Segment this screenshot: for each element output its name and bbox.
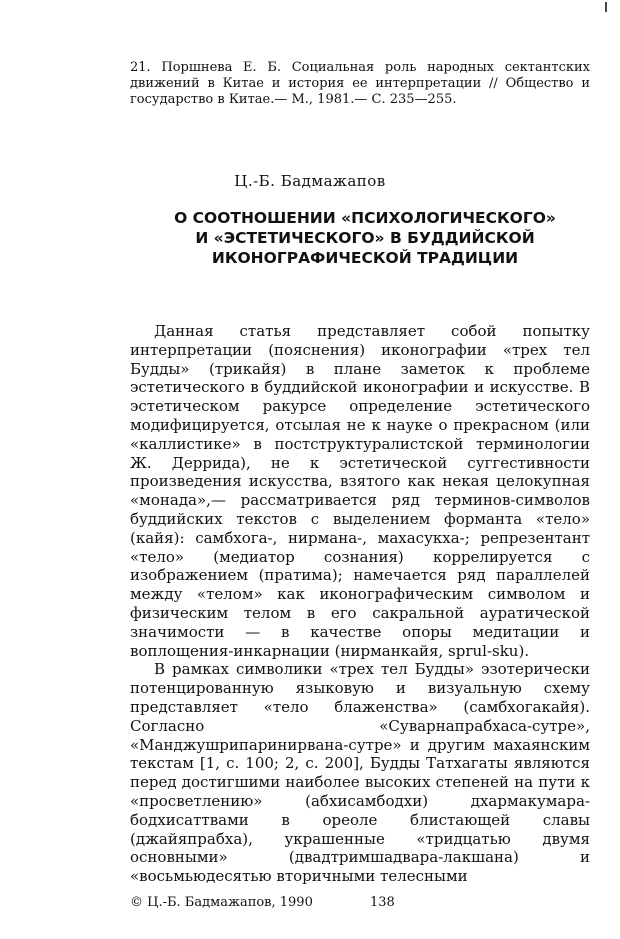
title-line: О СООТНОШЕНИИ «ПСИХОЛОГИЧЕСКОГО» [174, 209, 556, 227]
title-line: И «ЭСТЕТИЧЕСКОГО» В БУДДИЙСКОЙ [195, 229, 535, 247]
body-paragraph: В рамках символики «трех тел Будды» эзотерически потенцированную языковую и визуальную схему представляет «тело блаженства» (самбхогакайя). Согласно «Суварнапрабхаса-сутре», «Манджушрипаринирвана-сутре» и другим махаянским текстам [1, с. 100; 2, с. 200], Будды Татхагаты являются перед достигшими наиболее высоких степеней на пути к «просветлению» (абхисамбодхи) дхармакумара-бодхисаттвами в ореоле блистающей славы (джайяпрабха), украшенные «тридцатью двумя основными» (двадтримшадвара-лакшана) и «восьмьюдесятью вторичными телесными [130, 660, 590, 886]
scan-mark [605, 2, 607, 12]
article-body [130, 322, 590, 886]
title-line: ИКОНОГРАФИЧЕСКОЙ ТРАДИЦИИ [211, 249, 519, 267]
page-number: 138 [370, 895, 395, 910]
article-title [140, 208, 590, 268]
body-paragraph: Данная статья представляет собой попытку интерпретации (пояснения) иконографии «трех тел Будды» (трикайя) в плане заметок к проблеме эстетического в буддийской иконографии и искусстве. В эстетическом ракурсе определение эстетического модифицируется, отсылая не к науке о прекрасном (или «каллистике» в постструктуралистской терминологии Ж. Деррида), не к эстетической суггестивности произведения искусства, взятого как некая целокупная «монада»,— рассматривается ряд терминов-символов буддийских текстов с выделением форманта «тело» (кайя): самбхога-, нирмана-, махасукха-; репрезентант «тело» (медиатор сознания) коррелируется с изображением (пратима); намечается ряд параллелей между «телом» как иконографическим символом и физическим телом в его сакральной ауратической значимости — в качестве опоры медитации и воплощения-инкарнации (нирманкайя, sprul-sku). [130, 322, 590, 660]
article-author: Ц.-Б. Бадмажапов [234, 172, 386, 190]
copyright-notice: © Ц.-Б. Бадмажапов, 1990 [130, 895, 313, 910]
footnote-21: 21. Поршнева Е. Б. Социальная роль народных сектантских движений в Китае и история ее интерпретации // Общество и государство в Китае.— М., 1981.— С. 235—255. [130, 60, 590, 107]
